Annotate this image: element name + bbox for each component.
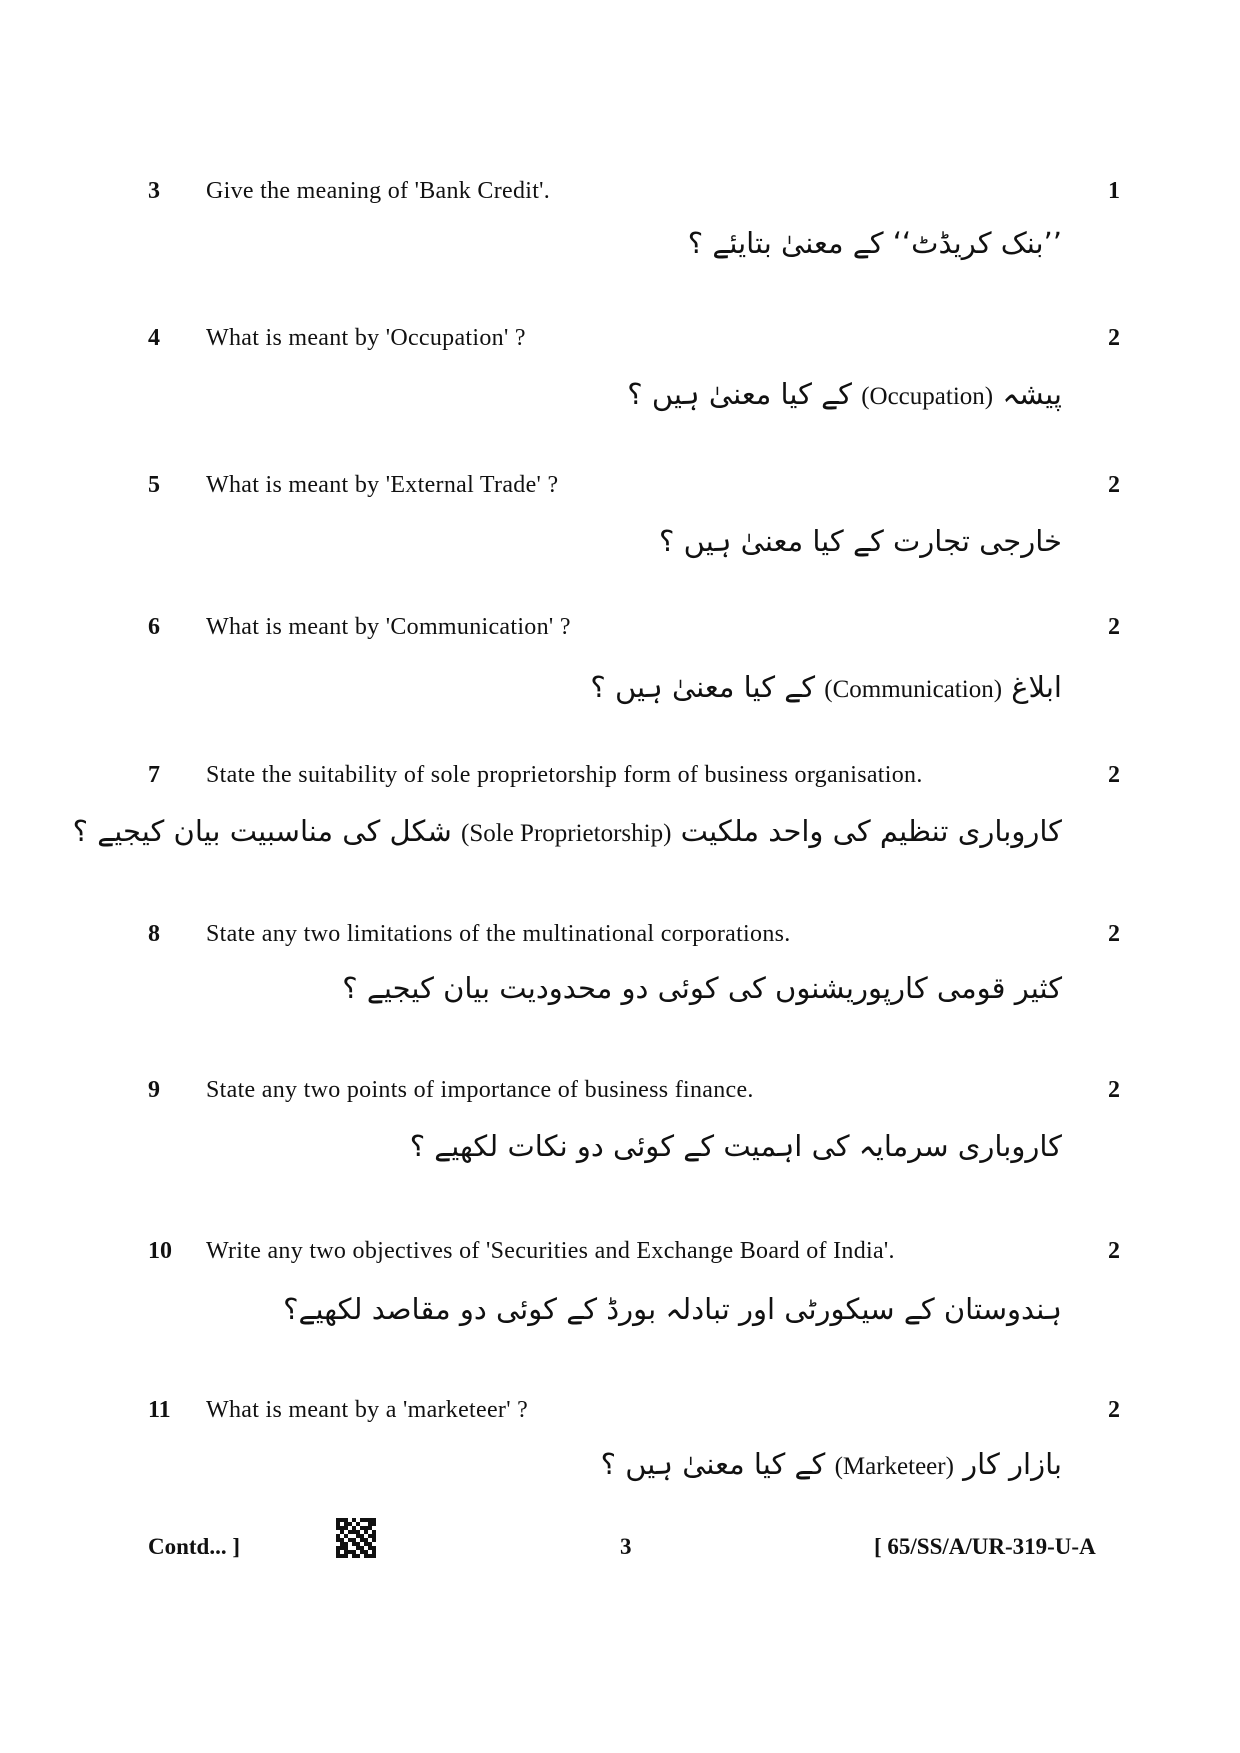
- urdu-term: (Sole Proprietorship): [461, 820, 672, 847]
- question-urdu: ہندوستان کے سیکورٹی اور تبادلہ بورڈ کے کوئی دو مقاصد لکھیے؟: [283, 1292, 1062, 1326]
- page-number: 3: [620, 1534, 632, 1559]
- question-marks: 1: [1108, 178, 1120, 204]
- question-number: 9: [148, 1077, 160, 1103]
- question-number: 3: [148, 178, 160, 204]
- question-marks: 2: [1108, 1238, 1120, 1264]
- urdu-pre: کاروباری تنظیم کی واحد ملکیت: [680, 814, 1062, 848]
- question-text: What is meant by 'Occupation' ?: [206, 325, 526, 351]
- question-text: State any two points of importance of business finance.: [206, 1077, 754, 1103]
- question-urdu: خارجی تجارت کے کیا معنیٰ ہیں ؟: [659, 524, 1062, 558]
- question-number: 11: [148, 1397, 171, 1423]
- question-marks: 2: [1108, 1397, 1120, 1423]
- urdu-term: (Marketeer): [834, 1453, 954, 1480]
- question-urdu: [73, 814, 1062, 848]
- urdu-post: کے کیا معنیٰ ہیں ؟: [627, 377, 852, 411]
- urdu-post: شکل کی مناسبیت بیان کیجیے ؟: [72, 814, 452, 848]
- question-text: State any two limitations of the multinational corporations.: [206, 921, 791, 947]
- question-marks: 2: [1108, 325, 1120, 351]
- qr-code-icon: [336, 1518, 376, 1558]
- question-marks: 2: [1108, 762, 1120, 788]
- urdu-pre: پیشہ: [1002, 377, 1062, 411]
- question-urdu: [590, 670, 1062, 704]
- question-text: Give the meaning of 'Bank Credit'.: [206, 178, 551, 204]
- question-marks: 2: [1108, 472, 1120, 498]
- question-number: 10: [148, 1238, 172, 1264]
- question-text: Write any two objectives of 'Securities and Exchange Board of India'.: [206, 1238, 895, 1264]
- question-number: 6: [148, 614, 160, 640]
- question-urdu: [627, 377, 1062, 411]
- urdu-post: کے کیا معنیٰ ہیں ؟: [600, 1447, 826, 1481]
- question-marks: 2: [1108, 921, 1120, 947]
- page-footer: [0, 1534, 1240, 1574]
- question-number: 8: [148, 921, 160, 947]
- paper-code: [ 65/SS/A/UR-319-U-A: [874, 1534, 1096, 1559]
- question-number: 4: [148, 325, 160, 351]
- question-text: What is meant by 'External Trade' ?: [206, 472, 559, 498]
- contd-label: Contd... ]: [148, 1534, 241, 1559]
- question-number: 7: [148, 762, 160, 788]
- question-number: 5: [148, 472, 160, 498]
- question-urdu: کثیر قومی کارپوریشنوں کی کوئی دو محدودیت بیان کیجیے ؟: [342, 971, 1062, 1005]
- question-marks: 2: [1108, 1077, 1120, 1103]
- question-text: What is meant by a 'marketeer' ?: [206, 1397, 529, 1423]
- urdu-term: (Occupation): [861, 383, 994, 410]
- urdu-pre: بازار کار: [963, 1447, 1062, 1481]
- urdu-term: (Communication): [824, 676, 1003, 703]
- question-urdu: ’’بنک کریڈٹ‘‘ کے معنیٰ بتایئے ؟: [687, 226, 1062, 260]
- urdu-post: کے کیا معنیٰ ہیں ؟: [590, 670, 816, 704]
- question-urdu: کاروباری سرمایہ کی اہمیت کے کوئی دو نکات لکھیے ؟: [409, 1129, 1062, 1163]
- question-text: State the suitability of sole proprietorship form of business organisation.: [206, 762, 923, 788]
- question-urdu: [601, 1447, 1062, 1481]
- question-marks: 2: [1108, 614, 1120, 640]
- question-text: What is meant by 'Communication' ?: [206, 614, 571, 640]
- urdu-pre: ابلاغ: [1011, 670, 1062, 704]
